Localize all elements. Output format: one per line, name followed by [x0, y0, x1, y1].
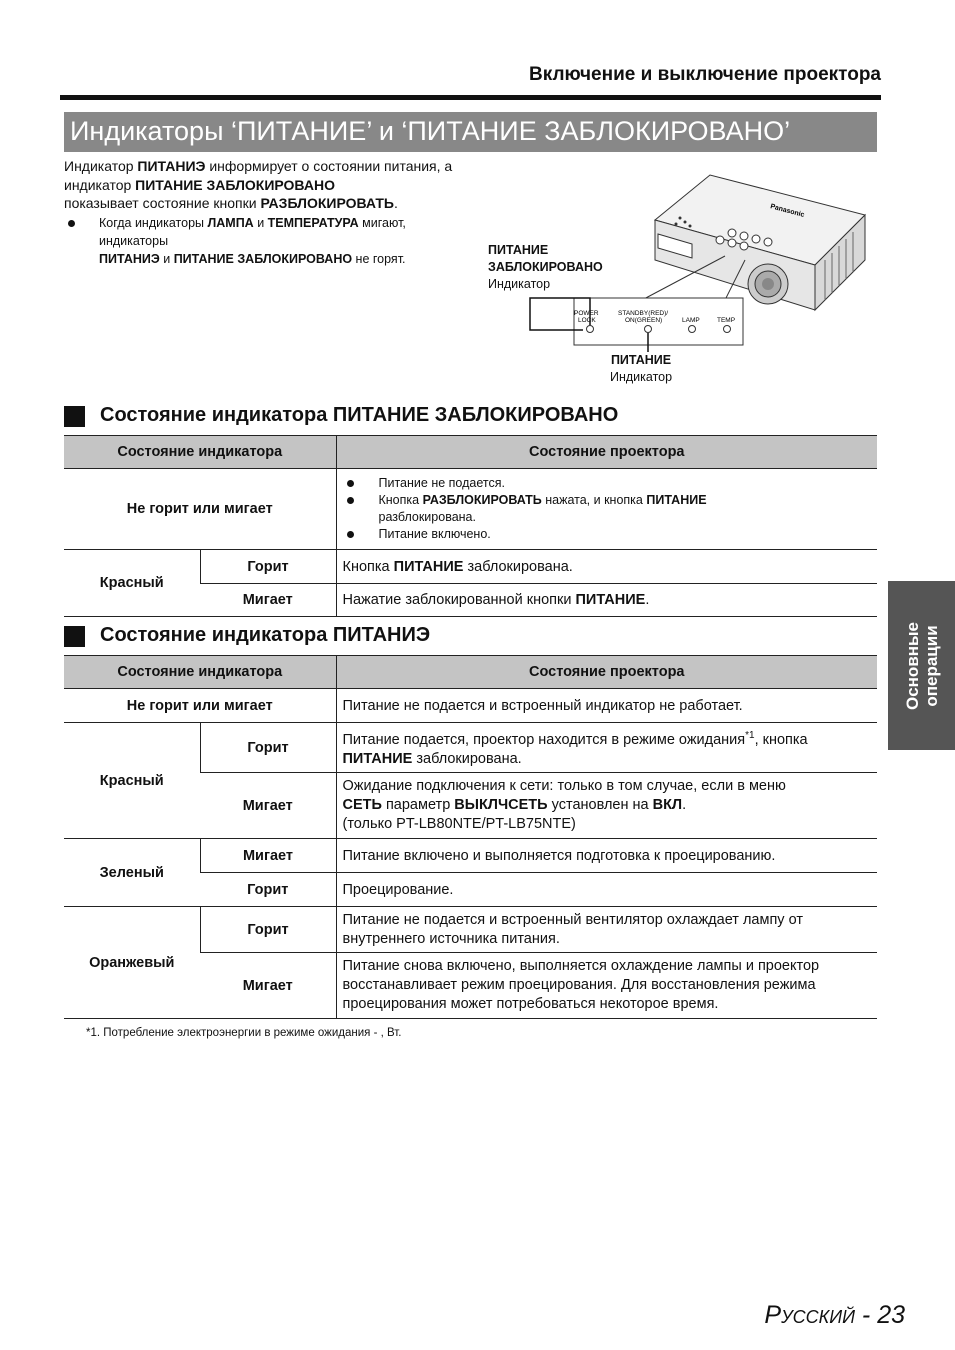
side-tab: Основные операции — [888, 581, 955, 750]
section-header: Включение и выключение проектора — [528, 64, 881, 85]
mode-cell: Горит — [200, 907, 336, 953]
table-row — [64, 550, 877, 584]
projector-state-cell: Ожидание подключения к сети: только в том случае, если в меню СЕТЬ параметр ВЫКЛЧСЕТЬ установлен на ВКЛ. (только PT-LB80NTE/PT-LB75NTE) — [336, 773, 877, 839]
projector-state-cell: Питание снова включено, выполняется охлаждение лампы и проектор восстанавливает режим проецирования. Для восстановления режима проецирования может потребоваться некоторое время. — [336, 953, 877, 1019]
table-row — [64, 689, 877, 723]
power-status-table — [64, 655, 877, 1019]
table-header-cell: Состояние индикатора — [64, 436, 336, 469]
projector-state-cell: Нажатие заблокированной кнопки ПИТАНИЕ. — [336, 584, 877, 617]
color-cell: Красный — [64, 550, 200, 617]
indicator-state-cell: Не горит или мигает — [64, 469, 336, 550]
mode-cell: Мигает — [200, 773, 336, 839]
bullet-icon — [347, 497, 354, 504]
projector-state-cell: Питание не подается. Кнопка РАЗБЛОКИРОВАТЬ нажата, и кнопка ПИТАНИЕ разблокирована. Питание включено. — [336, 469, 877, 550]
table-row — [64, 839, 877, 873]
projector-state-cell: Проецирование. — [336, 873, 877, 907]
panel-temp-label: TEMP — [717, 317, 736, 324]
intro-note: Когда индикаторы ЛАМПА и ТЕМПЕРАТУРА мигают, индикаторы ПИТАНИЭ и ПИТАНИЕ ЗАБЛОКИРОВАНО не горят. — [64, 214, 464, 268]
table-row — [64, 723, 877, 773]
page-number: Русский - 23 — [764, 1301, 905, 1329]
projector-state-cell: Питание не подается и встроенный индикатор не работает. — [336, 689, 877, 723]
lock-status-table — [64, 435, 877, 617]
indicator-state-cell: Не горит или мигает — [64, 689, 336, 723]
table-row — [64, 907, 877, 953]
projector-state-cell: Питание не подается и встроенный вентилятор охлаждает лампу от внутреннего источника питания. — [336, 907, 877, 953]
footnote: *1. Потребление электроэнергии в режиме ожидания - , Вт. — [86, 1027, 402, 1039]
panel-standby-label: STANDBY(RED)/ — [618, 310, 669, 317]
page-title: Индикаторы ‘ПИТАНИЕ’ и ‘ПИТАНИЕ ЗАБЛОКИРОВАНО’ — [64, 112, 877, 152]
table-header-row — [64, 656, 877, 689]
temp-led-icon — [724, 326, 731, 333]
bullet-icon — [68, 220, 75, 227]
power-lock-led-icon — [587, 326, 594, 333]
table-header-cell: Состояние проектора — [336, 656, 877, 689]
power-lock-indicator-label: ПИТАНИЕ ЗАБЛОКИРОВАНО Индикатор — [488, 243, 603, 291]
table-header-cell: Состояние проектора — [336, 436, 877, 469]
bullet-icon — [347, 480, 354, 487]
mode-cell: Мигает — [200, 839, 336, 873]
projector-state-cell: Питание подается, проектор находится в режиме ожидания$^{*1}$, кнопка ПИТАНИЕ заблокирована. — [336, 723, 877, 773]
projector-state-cell: Кнопка ПИТАНИЕ заблокирована. — [336, 550, 877, 584]
square-bullet-icon — [64, 626, 85, 647]
power-section-heading: Состояние индикатора ПИТАНИЭ — [64, 624, 430, 647]
brand-logo: Panasonic — [769, 203, 806, 219]
table-header-row — [64, 436, 877, 469]
color-cell: Зеленый — [64, 839, 200, 907]
svg-text:LOCK: LOCK — [578, 317, 596, 324]
top-rule — [60, 95, 881, 100]
lamp-led-icon — [689, 326, 696, 333]
color-cell: Красный — [64, 723, 200, 839]
power-led-icon — [645, 326, 652, 333]
intro-paragraph: Индикатор ПИТАНИЭ информирует о состоянии питания, а индикатор ПИТАНИЕ ЗАБЛОКИРОВАНО показывает состояние кнопки РАЗБЛОКИРОВАТЬ. — [64, 158, 453, 211]
panel-lamp-label: LAMP — [682, 317, 700, 324]
color-cell: Оранжевый — [64, 907, 200, 1019]
table-header-cell: Состояние индикатора — [64, 656, 336, 689]
table-row — [64, 469, 877, 550]
panel-power-lock-label: POWER — [574, 310, 599, 317]
svg-text:ON(GREEN): ON(GREEN) — [625, 317, 663, 324]
mode-cell: Горит — [200, 873, 336, 907]
mode-cell: Мигает — [200, 584, 336, 617]
mode-cell: Горит — [200, 550, 336, 584]
projector-diagram — [470, 160, 880, 395]
mode-cell: Горит — [200, 723, 336, 773]
power-indicator-label: ПИТАНИЕ Индикатор — [610, 353, 673, 384]
lock-section-heading: Состояние индикатора ПИТАНИЕ ЗАБЛОКИРОВАНО — [64, 404, 618, 427]
bullet-icon — [347, 531, 354, 538]
projector-state-cell: Питание включено и выполняется подготовка к проецированию. — [336, 839, 877, 873]
square-bullet-icon — [64, 406, 85, 427]
mode-cell: Мигает — [200, 953, 336, 1019]
